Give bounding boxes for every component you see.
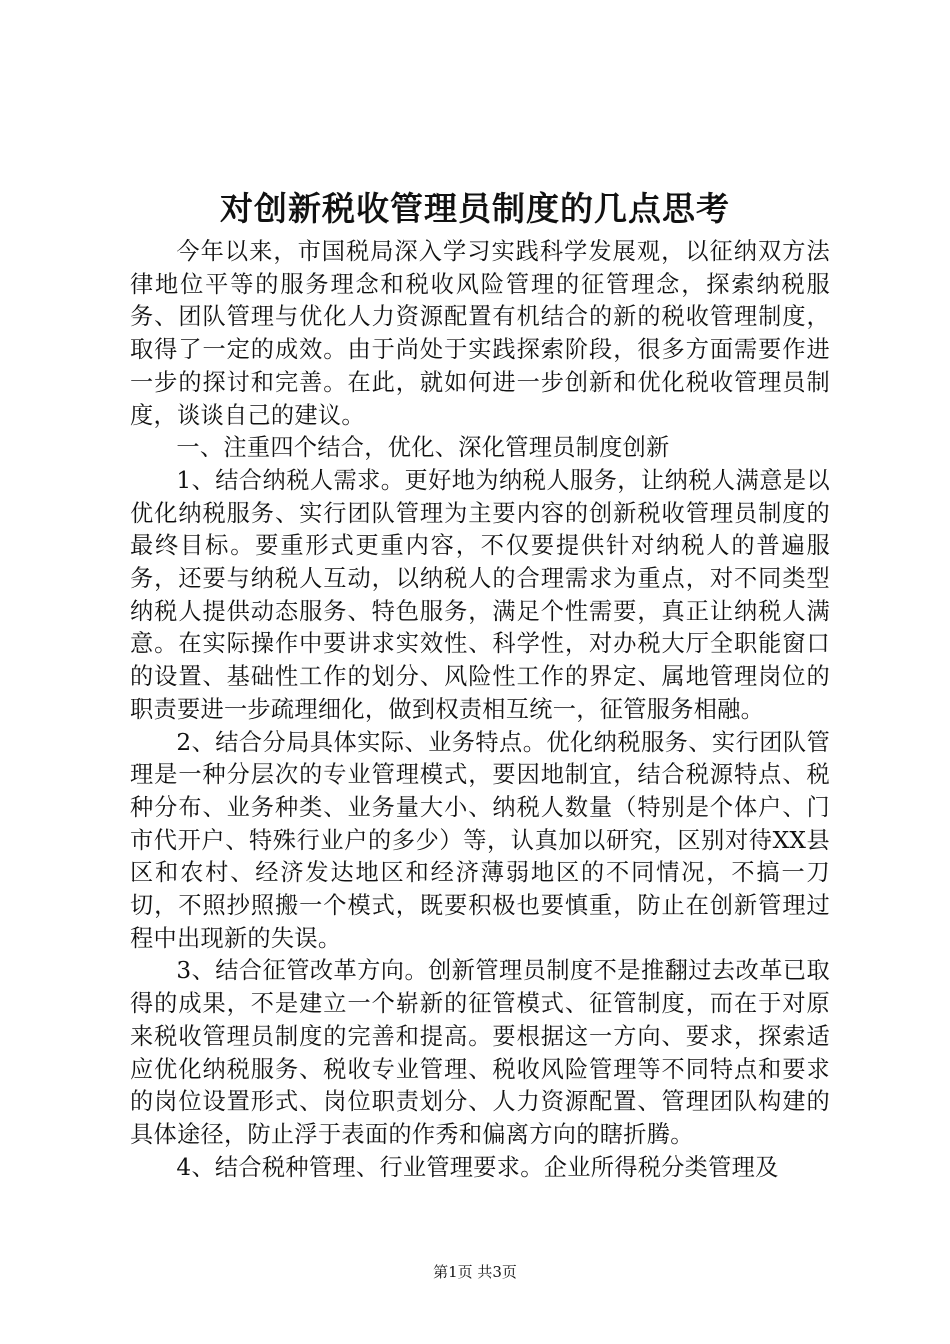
paragraph-point-2: 2、结合分局具体实际、业务特点。优化纳税服务、实行团队管理是一种分层次的专业管理模式，要因地制宜，结合税源特点、税种分布、业务种类、业务量大小、纳税人数量（特别是个体户、门市代开户、特殊行业户的多少）等，认真加以研究，区别对待XX县区和农村、经济发达地区和经济薄弱地区的不同情况，不搞一刀切，不照抄照搬一个模式，既要积极也要慎重，防止在创新管理过程中出现新的失误。 — [130, 728, 830, 952]
document-title: 对创新税收管理员制度的几点思考 — [220, 189, 730, 228]
section-heading: 一、注重四个结合，优化、深化管理员制度创新 — [176, 434, 670, 462]
paragraph-point-3: 3、结合征管改革方向。创新管理员制度不是推翻过去改革已取得的成果，不是建立一个崭新的征管模式、征管制度，而在于对原来税收管理员制度的完善和提高。要根据这一方向、要求，探索适应优化纳税服务、税收专业管理、税收风险管理等不同特点和要求的岗位设置形式、岗位职责划分、人力资源配置、管理团队构建的具体途径，防止浮于表面的作秀和偏离方向的瞎折腾。 — [130, 957, 830, 1148]
paragraph-point-1: 1、结合纳税人需求。更好地为纳税人服务，让纳税人满意是以优化纳税服务、实行团队管理为主要内容的创新税收管理员制度的最终目标。要重形式更重内容，不仅要提供针对纳税人的普遍服务，还要与纳税人互动，以纳税人的合理需求为重点，对不同类型纳税人提供动态服务、特色服务，满足个性需要，真正让纳税人满意。在实际操作中要讲求实效性、科学性，对办税大厅全职能窗口的设置、基础性工作的划分、风险性工作的界定、属地管理岗位的职责要进一步疏理细化，做到权责相互统一，征管服务相融。 — [130, 466, 830, 723]
paragraph-intro: 今年以来，市国税局深入学习实践科学发展观，以征纳双方法律地位平等的服务理念和税收风险管理的征管理念，探索纳税服务、团队管理与优化人力资源配置有机结合的新的税收管理制度，取得了一定的成效。由于尚处于实践探索阶段，很多方面需要作进一步的探讨和完善。在此，就如何进一步创新和优化税收管理员制度，谈谈自己的建议。 — [130, 238, 830, 429]
paragraph-point-4: 4、结合税种管理、行业管理要求。企业所得税分类管理及 — [176, 1153, 779, 1181]
document-body — [130, 236, 830, 1184]
page-number-footer: 第1页 共3页 — [433, 1263, 517, 1281]
